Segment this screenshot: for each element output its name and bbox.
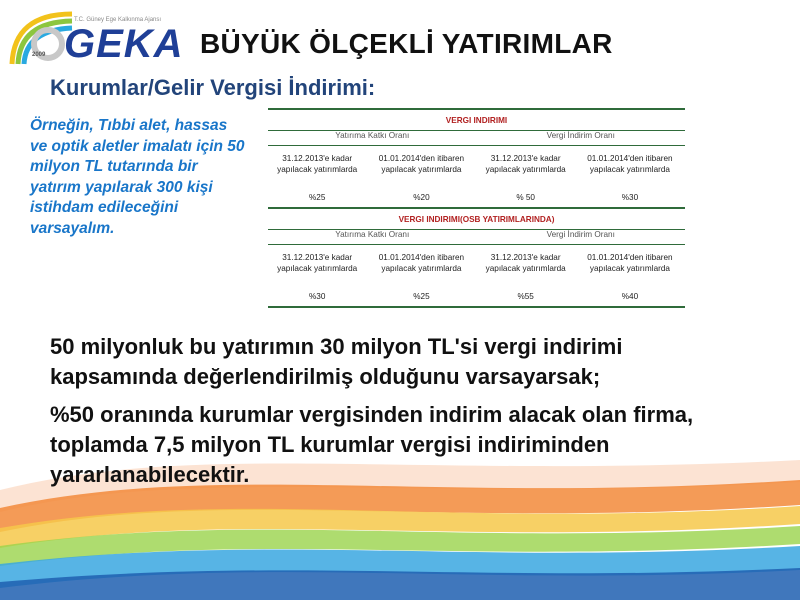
tax-rate-table (268, 108, 685, 308)
logo-year: 2009 (32, 52, 46, 58)
example-text: Örneğin, Tıbbi alet, hassas ve optik aletler imalatı için 50 milyon TL tutarında bir yatırım yapılarak 300 kişi istihdam edileceğini varsayalım. (30, 117, 245, 237)
table-group-header: Yatırıma Katkı Oranı (268, 131, 476, 146)
table-group-header: Vergi İndirim Oranı (476, 230, 685, 245)
table-cell: %25 (366, 286, 476, 307)
table-cell: %25 (308, 192, 326, 202)
table-cell: %55 (476, 286, 574, 307)
body-text (50, 332, 740, 498)
table-cell: %30 (621, 192, 639, 202)
table-column-header: 31.12.2013'e kadar yapılacak yatırımlarda (485, 154, 566, 174)
body-paragraph: 50 milyonluk bu yatırımın 30 milyon TL'si vergi indirimi kapsamında değerlendirilmiş olduğunu varsayarsak; (50, 334, 623, 389)
geka-logo (2, 6, 184, 66)
table-group-header: Vergi İndirim Oranı (476, 131, 685, 146)
table-section-title: VERGI INDIRIMI (268, 109, 685, 131)
table-column-header: 01.01.2014'den itibaren yapılacak yatırımlarda (378, 154, 465, 174)
logo-wordmark: GEKA (64, 22, 184, 66)
table-column-header: 31.12.2013'e kadar yapılacak yatırımlarda (277, 253, 358, 273)
table-cell: %20 (413, 192, 430, 202)
table-column-header: 01.01.2014'den itibaren yapılacak yatırımlarda (587, 154, 673, 174)
logo-tagline: T.C. Güney Ege Kalkınma Ajansı (74, 17, 162, 23)
table-cell: % 50 (516, 192, 535, 202)
body-paragraph: %50 oranında kurumlar vergisinden indirim alacak olan firma, toplamda 7,5 milyon TL kurumlar vergisi indiriminden yararlanabilecektir. (50, 402, 694, 487)
slide-title: BÜYÜK ÖLÇEKLİ YATIRIMLAR (200, 28, 613, 59)
table-cell: %30 (268, 286, 366, 307)
table-group-header: Yatırıma Katkı Oranı (268, 230, 476, 245)
table-column-header: 31.12.2013'e kadar yapılacak yatırımlarda (485, 253, 566, 273)
table-section-title: VERGI INDIRIMI(OSB YATIRIMLARINDA) (268, 208, 685, 230)
table-column-header: 01.01.2014'den itibaren yapılacak yatırımlarda (378, 253, 465, 273)
table-cell: %40 (575, 286, 685, 307)
slide-subtitle: Kurumlar/Gelir Vergisi İndirimi: (50, 75, 376, 100)
table-column-header: 31.12.2013'e kadar yapılacak yatırımlarda (277, 154, 358, 174)
table-column-header: 01.01.2014'den itibaren yapılacak yatırımlarda (587, 253, 673, 273)
